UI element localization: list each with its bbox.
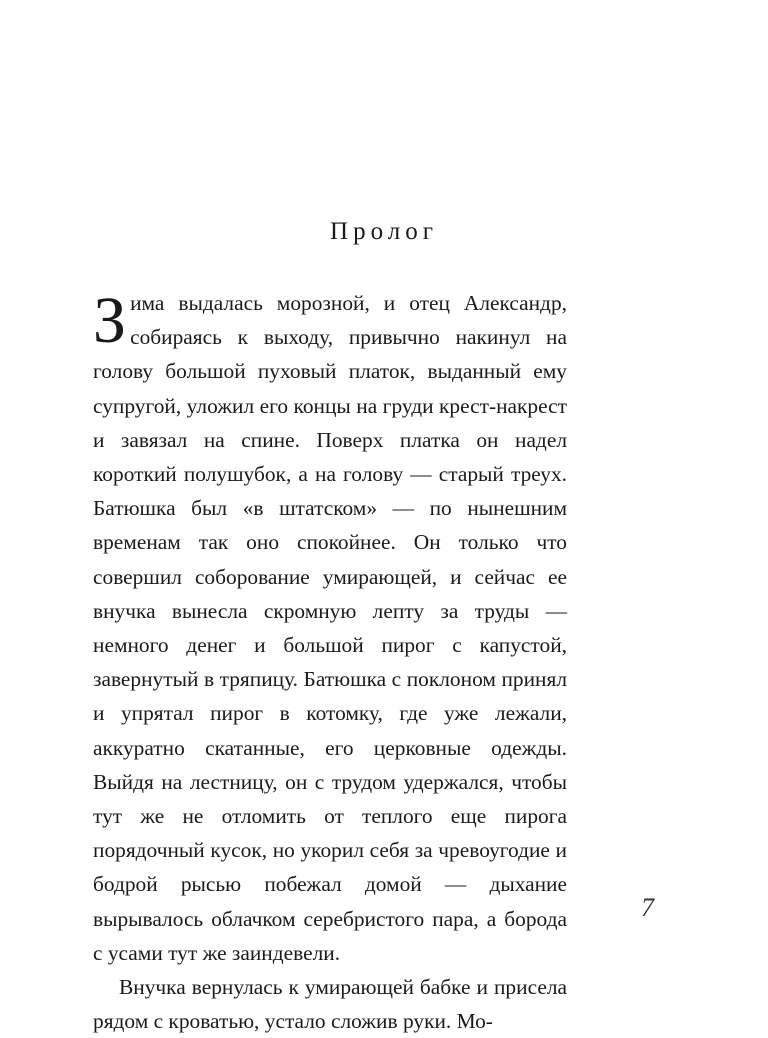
page-number: 7 <box>641 893 654 922</box>
paragraph-2: Внучка вернулась к умирающей бабке и присела рядом с кроватью, устало сложив руки. Мо- <box>93 975 567 1034</box>
drop-cap: З <box>93 284 127 357</box>
paragraph-1 <box>93 286 567 970</box>
chapter-title: Пролог <box>330 218 438 245</box>
body-text <box>93 286 567 1038</box>
paragraph-1-text: има выдалась морозной, и отец Александр, собираясь к выходу, привычно накинул на голову большой пуховый платок, выданный ему супругой, уложил его концы на груди крест-накрест и завязал на спине. Поверх платка он надел короткий полушубок, а на голову — старый треух. Батюшка был «в штатском» — по нынешним временам так оно спокойнее. Он только что совершил соборование умирающей, и сейчас ее внучка вынесла скромную лепту за труды — немного денег и большой пирог с капустой, завернутый в тряпицу. Батюшка с поклоном принял и упрятал пирог в котомку, где уже лежали, аккуратно скатанные, его церковные одежды. Выйдя на лестницу, он с трудом удержался, чтобы тут же не отломить от теплого еще пирога порядочный кусок, но укорил себя за чревоугодие и бодрой рысью побежал домой — дыхание вырывалось облачком серебристого пара, а борода с усами тут же заиндевели. <box>93 291 567 965</box>
